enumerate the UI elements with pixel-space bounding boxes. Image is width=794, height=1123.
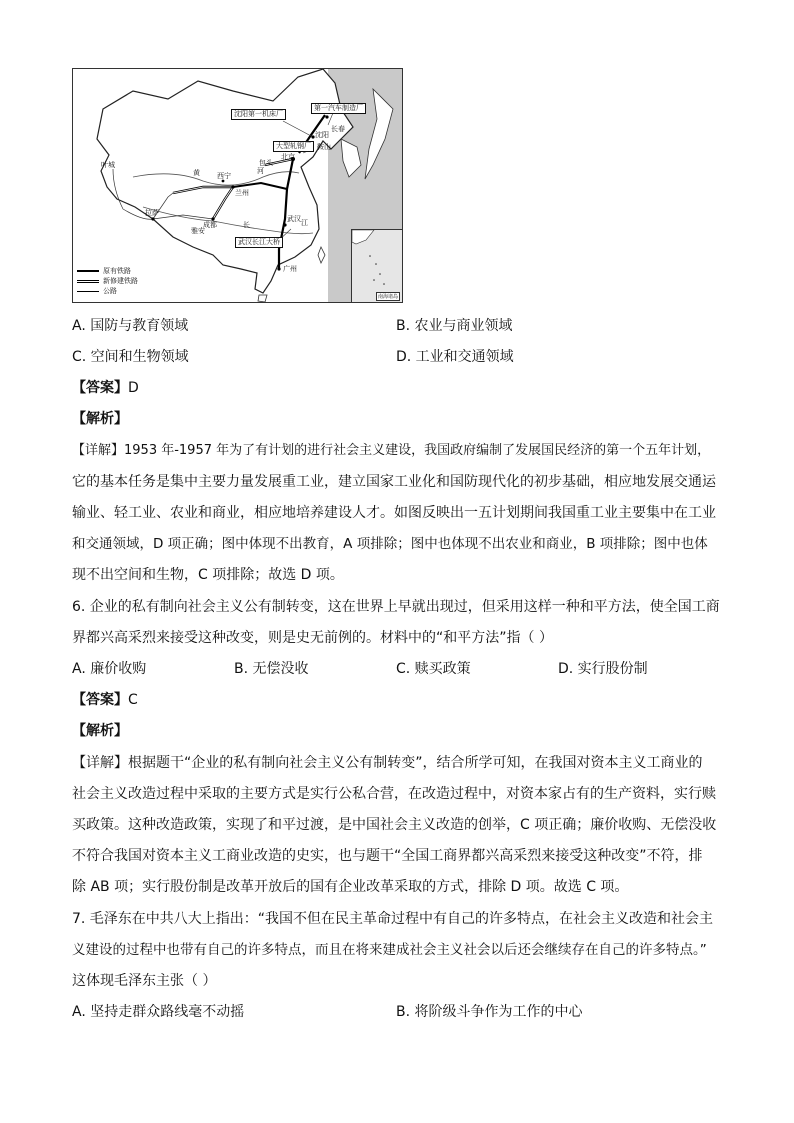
dot-xining bbox=[222, 180, 225, 183]
answer-tag: 【答案】 bbox=[72, 692, 128, 708]
q6-detail-line: 买政策。这种改造政策，实现了和平过渡，是中国社会主义改造的创举，C 项正确；廉价收购、无偿没收 bbox=[72, 817, 717, 833]
q6-stem-line: 界都兴高采烈来接受这种改变，则是史无前例的。材料中的“和平方法”指（ ） bbox=[72, 630, 553, 646]
q6-option-c: C. 赎买政策 bbox=[396, 661, 471, 677]
south-china-sea-inset bbox=[351, 229, 402, 302]
dot-wuhan bbox=[283, 223, 286, 226]
legend-label: 原有铁路 bbox=[103, 267, 131, 275]
label-wuhan: 武汉 bbox=[287, 215, 301, 223]
q6-analysis-tag: 【解析】 bbox=[72, 723, 128, 739]
q5-detail-line: 和交通领域，D 项正确；图中体现不出教育，A 项排除；图中也体现不出农业和商业，B 项排除；图中也体 bbox=[72, 536, 708, 552]
legend-row bbox=[77, 266, 138, 276]
q6-option-d: D. 实行股份制 bbox=[558, 661, 648, 677]
label-shenyang: 沈阳 bbox=[315, 131, 329, 139]
q5-detail-line: 【详解】1953 年-1957 年为了有计划的进行社会主义建设，我国政府编制了发展国民经济的第一个五年计划， bbox=[72, 443, 711, 458]
legend-row bbox=[77, 276, 138, 286]
dot-lhasa bbox=[151, 217, 154, 220]
label-first-auto-factory: 第一汽车制造厂 bbox=[311, 103, 366, 114]
q6-option-b: B. 无偿没收 bbox=[234, 661, 309, 677]
inset-island bbox=[375, 263, 377, 265]
q5-option-a: A. 国防与教育领域 bbox=[72, 318, 189, 334]
q5-option-b: B. 农业与商业领域 bbox=[396, 318, 513, 334]
label-lhasa: 拉萨 bbox=[145, 209, 159, 217]
label-river-he: 河 bbox=[257, 167, 264, 175]
q6-detail-line: 除 AB 项；实行股份制是改革开放后的国有企业改革采取的方式，排除 D 项。故选 C 项。 bbox=[72, 879, 629, 895]
q6-answer bbox=[72, 690, 138, 710]
answer-tag: 【答案】 bbox=[72, 380, 128, 396]
q5-option-d: D. 工业和交通领域 bbox=[396, 349, 514, 365]
china-map-figure bbox=[72, 68, 403, 303]
label-changchun: 长春 bbox=[331, 125, 345, 133]
map-legend bbox=[77, 266, 138, 296]
q5-detail-line: 它的基本任务是集中主要力量发展重工业，建立国家工业化和国防现代化的初步基础，相应地发展交通运 bbox=[72, 474, 716, 490]
label-beijing: 北京 bbox=[281, 153, 295, 161]
q6-detail-line: 【详解】根据题干“企业的私有制向社会主义公有制转变”，结合所学可知，在我国对资本主义工商业的 bbox=[72, 755, 703, 771]
dot-changchun bbox=[325, 115, 328, 118]
label-river-yangtze: 长 bbox=[243, 221, 250, 229]
q5-answer bbox=[72, 378, 139, 398]
label-lanzhou: 兰州 bbox=[235, 189, 249, 197]
legend-label: 新修建铁路 bbox=[103, 277, 138, 285]
inset-caption: 南海诸岛 bbox=[377, 294, 398, 300]
label-anshan: 鞍山 bbox=[317, 143, 331, 151]
label-shenyang-machine-factory: 沈阳第一机床厂 bbox=[231, 109, 286, 120]
legend-label: 公路 bbox=[103, 287, 117, 295]
answer-value: D bbox=[128, 380, 139, 396]
label-big-steel-factory: 大型轧钢厂 bbox=[273, 141, 314, 152]
legend-swatch-new-railway bbox=[77, 280, 99, 283]
q5-option-c: C. 空间和生物领域 bbox=[72, 349, 189, 365]
q6-option-a: A. 廉价收购 bbox=[72, 661, 147, 677]
q7-option-b: B. 将阶级斗争作为工作的中心 bbox=[396, 1004, 583, 1020]
inset-island bbox=[383, 283, 385, 285]
legend-row bbox=[77, 286, 138, 296]
q7-option-a: A. 坚持走群众路线毫不动摇 bbox=[72, 1004, 245, 1020]
inset-island bbox=[369, 255, 371, 257]
q7-stem-line: 义建设的过程中也带有自己的许多特点，而且在将来建成社会主义社会以后还会继续存在自己的许多特点。” bbox=[72, 942, 707, 958]
label-yecheng: 叶城 bbox=[101, 161, 115, 169]
answer-value: C bbox=[128, 692, 138, 708]
hainan bbox=[258, 295, 267, 302]
q7-stem-line: 这体现毛泽东主张（ ） bbox=[72, 973, 217, 989]
dot-guangzhou bbox=[277, 267, 280, 270]
q6-stem-line: 6. 企业的私有制向社会主义公有制转变，这在世界上早就出现过，但采用这样一种和平方法，使全国工商 bbox=[72, 599, 720, 615]
label-guangzhou: 广州 bbox=[283, 265, 297, 273]
q7-stem-line: 7. 毛泽东在中共八大上指出：“我国不但在民主革命过程中有自己的许多特点，在社会主义改造和社会主 bbox=[72, 911, 714, 927]
legend-swatch-road bbox=[77, 291, 99, 292]
label-river-jiang: 江 bbox=[301, 219, 308, 227]
taiwan bbox=[318, 247, 325, 263]
label-wuhan-yangtze-bridge: 武汉长江大桥 bbox=[235, 237, 283, 248]
inset-island bbox=[373, 279, 375, 281]
q6-detail-line: 社会主义改造过程中采取的主要方式是实行公私合营，在改造过程中，对资本家占有的生产资料，实行赎 bbox=[72, 786, 716, 802]
q5-detail-line: 现不出空间和生物，C 项排除；故选 D 项。 bbox=[72, 567, 344, 583]
label-yaan: 雅安 bbox=[191, 227, 205, 235]
q6-detail-line: 不符合我国对资本主义工商业改造的史实，也与题干“全国工商界都兴高采烈来接受这种改变”不符，排 bbox=[72, 848, 703, 864]
label-chengdu: 成都 bbox=[203, 221, 217, 229]
label-xining: 西宁 bbox=[217, 172, 231, 180]
q5-detail-line: 输业、轻工业、农业和商业，相应地培养建设人才。如图反映出一五计划期间我国重工业主要集中在工业 bbox=[72, 505, 716, 521]
label-baotou: 包头 bbox=[259, 159, 273, 167]
legend-swatch-existing-railway bbox=[77, 270, 99, 272]
q5-analysis-tag: 【解析】 bbox=[72, 411, 128, 427]
label-river-yellow: 黄 bbox=[193, 169, 200, 177]
inset-island bbox=[379, 273, 381, 275]
